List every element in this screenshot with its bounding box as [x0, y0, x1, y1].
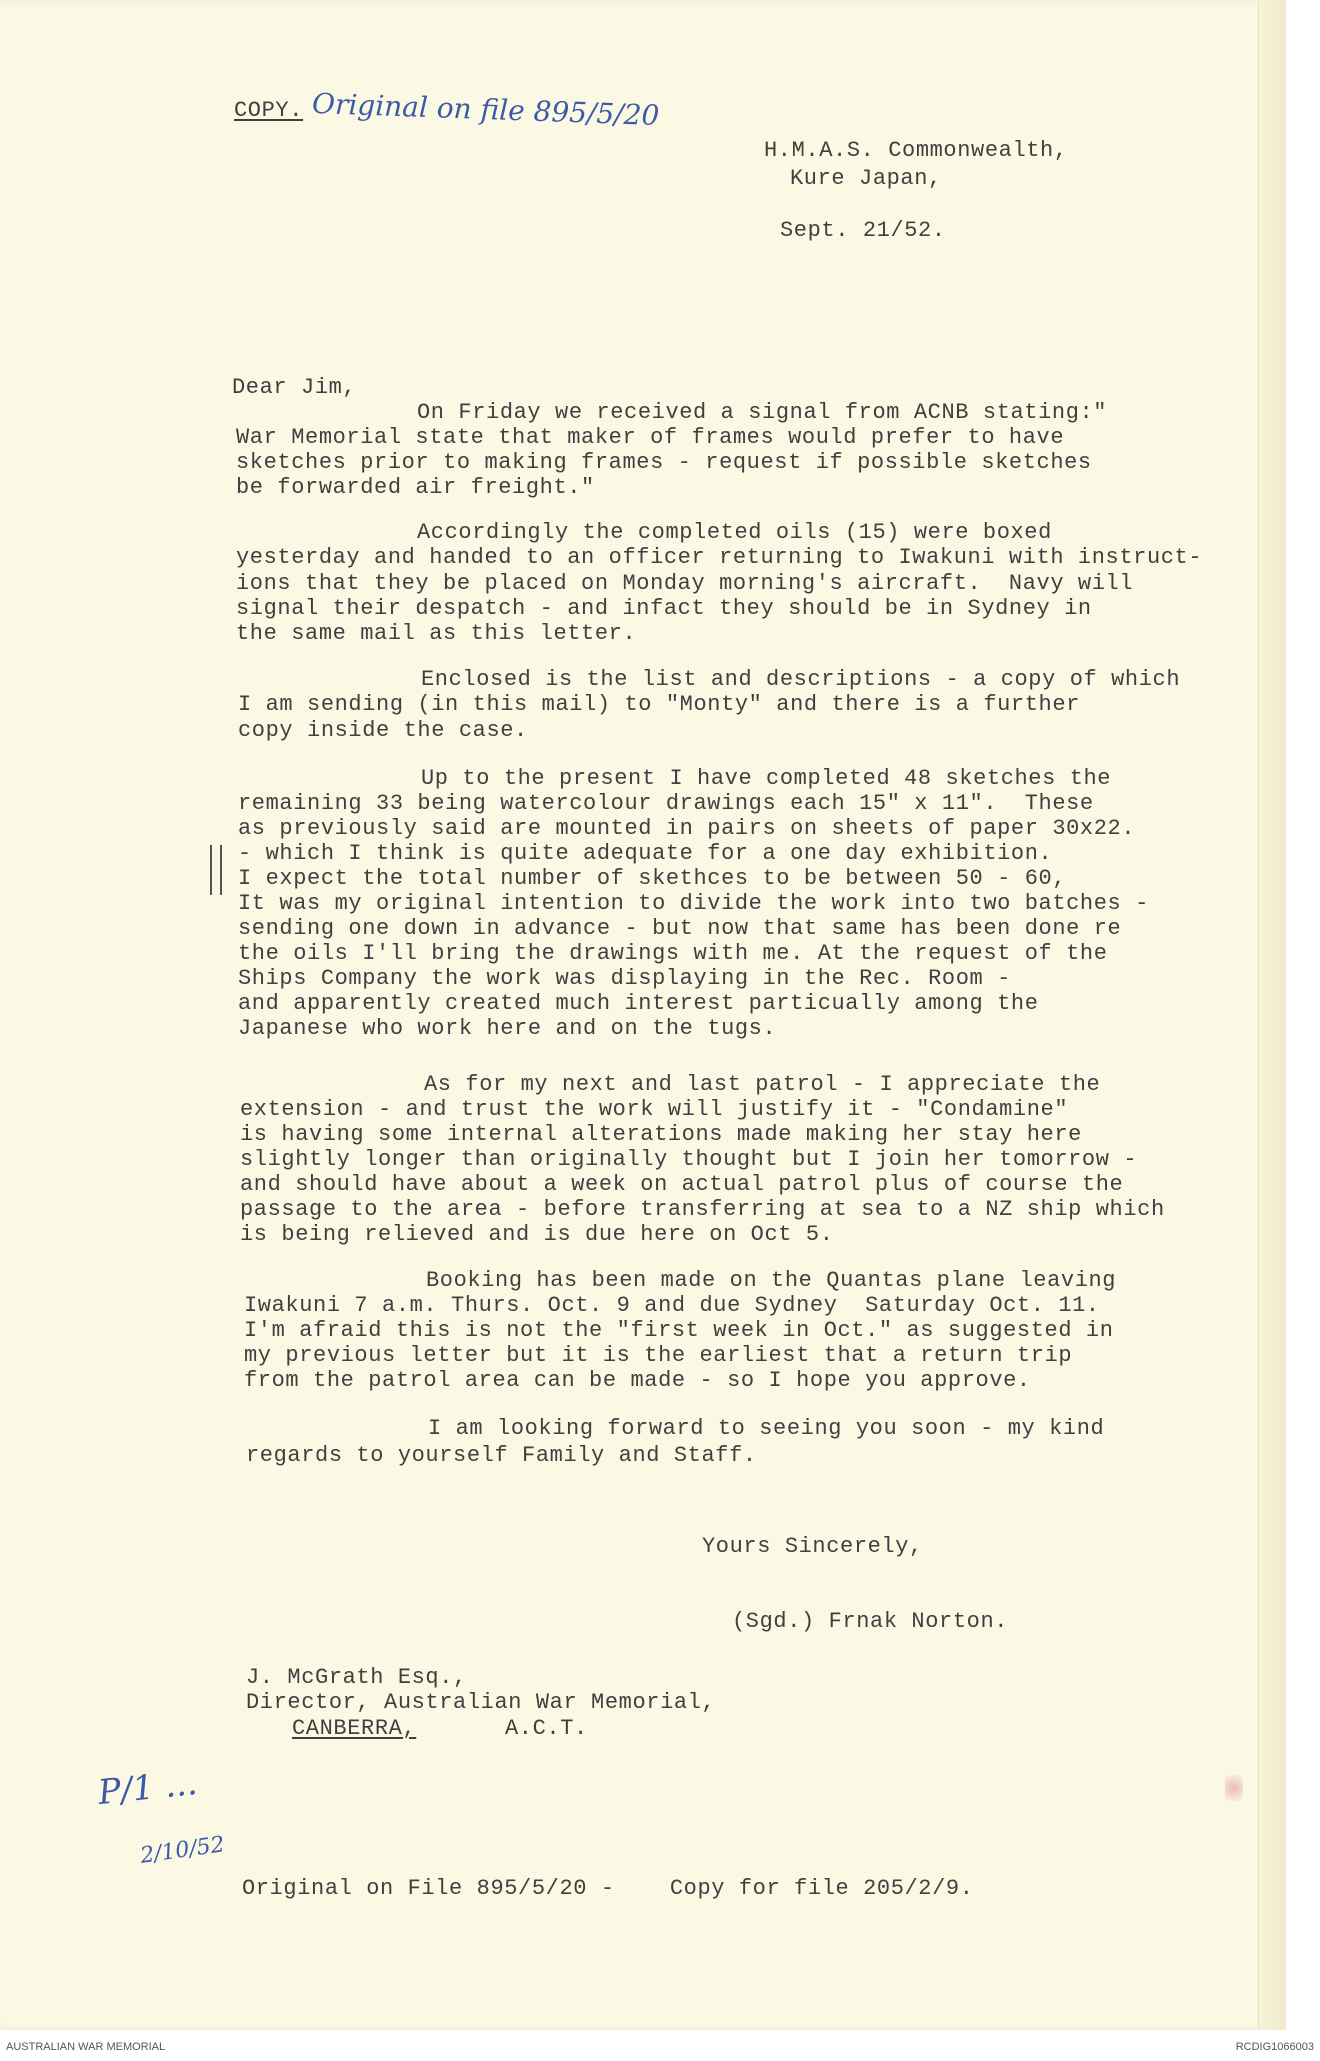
letter-line: and should have about a week on actual patrol plus of course the [240, 1172, 1124, 1197]
letter-date: Sept. 21/52. [780, 218, 946, 243]
page-edge [1258, 0, 1286, 2030]
letter-line: War Memorial state that maker of frames would prefer to have [236, 425, 1065, 450]
letter-line: be forwarded air freight." [236, 475, 595, 500]
address-line-2: Kure Japan, [790, 166, 942, 191]
letter-line: is being relieved and is due here on Oct 5. [240, 1222, 834, 1247]
archive-label: AUSTRALIAN WAR MEMORIAL [6, 2041, 166, 2053]
letter-line: slightly longer than originally thought but I join her tomorrow - [240, 1147, 1138, 1172]
letter-line: As for my next and last patrol - I appreciate the [424, 1072, 1101, 1097]
letter-line: signal their despatch - and infact they should be in Sydney in [236, 596, 1092, 621]
letter-line: yesterday and handed to an officer returning to Iwakuni with instruct- [236, 545, 1203, 570]
copy-label: COPY. [234, 98, 304, 123]
letter-line: I am sending (in this mail) to "Monty" and there is a further [238, 692, 1080, 717]
handwritten-date: 2/10/52 [138, 1832, 227, 1869]
margin-mark [210, 845, 222, 895]
letter-line: sending one down in advance - but now that same has been done re [238, 916, 1122, 941]
letter-line: passage to the area - before transferring at sea to a NZ ship which [240, 1197, 1165, 1222]
letter-line: I expect the total number of skethces to be between 50 - 60, [238, 866, 1067, 891]
address-line-1: H.M.A.S. Commonwealth, [764, 138, 1068, 163]
letter-line: the oils I'll bring the drawings with me. At the request of the [238, 941, 1108, 966]
letter-line: is having some internal alterations made making her stay here [240, 1122, 1082, 1147]
letter-line: I am looking forward to seeing you soon - my kind [428, 1416, 1105, 1441]
letter-line: I'm afraid this is not the "first week in Oct." as suggested in [244, 1318, 1114, 1343]
recipient-title: Director, Australian War Memorial, [246, 1690, 716, 1715]
closing: Yours Sincerely, [702, 1534, 923, 1559]
letter-line: - which I think is quite adequate for a one day exhibition. [238, 841, 1053, 866]
letter-line: my previous letter but it is the earliest that a return trip [244, 1343, 1073, 1368]
letter-line: extension - and trust the work will justify it - "Condamine" [240, 1097, 1069, 1122]
handwritten-file-note: Original on file 895/5/20 [311, 86, 660, 133]
letter-line: Enclosed is the list and descriptions - a copy of which [421, 667, 1181, 692]
signature: (Sgd.) Frnak Norton. [732, 1609, 1009, 1634]
letter-line: remaining 33 being watercolour drawings each 15" x 11". These [238, 791, 1094, 816]
letter-line: Japanese who work here and on the tugs. [238, 1016, 777, 1041]
letter-line: sketches prior to making frames - request if possible sketches [236, 450, 1092, 475]
letter-line: Ships Company the work was displaying in the Rec. Room - [238, 966, 1011, 991]
handwritten-initials: P/1 ... [96, 1762, 200, 1814]
letter-line: ions that they be placed on Monday morning's aircraft. Navy will [236, 571, 1134, 596]
file-note: Original on File 895/5/20 - Copy for file 205/2/9. [242, 1876, 974, 1901]
salutation: Dear Jim, [232, 375, 357, 400]
letter-line: On Friday we received a signal from ACNB stating:" [417, 400, 1108, 425]
archive-id: RCDIG1066003 [1235, 2041, 1314, 2053]
letter-line: the same mail as this letter. [236, 621, 637, 646]
letter-line: Accordingly the completed oils (15) were boxed [417, 520, 1052, 545]
letter-line: It was my original intention to divide the work into two batches - [238, 891, 1149, 916]
letter-line: as previously said are mounted in pairs on sheets of paper 30x22. [238, 816, 1136, 841]
letter-line: Iwakuni 7 a.m. Thurs. Oct. 9 and due Sydney Saturday Oct. 11. [244, 1293, 1100, 1318]
letter-line: and apparently created much interest particually among the [238, 991, 1039, 1016]
archive-footer [0, 2030, 1320, 2061]
letter-line: Up to the present I have completed 48 sketches the [421, 766, 1112, 791]
letter-line: copy inside the case. [238, 718, 528, 743]
recipient-city: CANBERRA, [292, 1716, 417, 1741]
recipient-territory: A.C.T. [505, 1716, 588, 1741]
letter-line: from the patrol area can be made - so I hope you approve. [244, 1368, 1031, 1393]
stain-mark [1225, 1775, 1243, 1801]
letter-line: regards to yourself Family and Staff. [246, 1443, 757, 1468]
letter-line: Booking has been made on the Quantas plane leaving [426, 1268, 1117, 1293]
recipient-name: J. McGrath Esq., [246, 1665, 467, 1690]
